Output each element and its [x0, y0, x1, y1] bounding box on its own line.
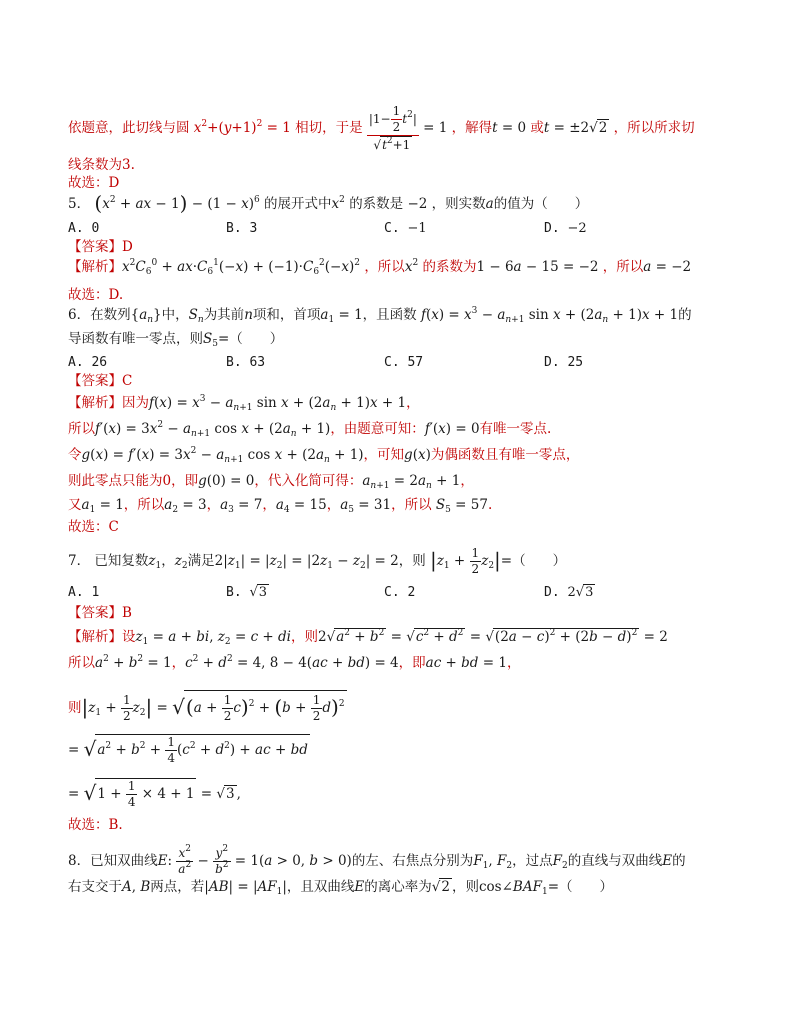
q5-analysis-label: 【解析】	[68, 259, 122, 275]
q7-option-b: B. √3	[226, 585, 268, 600]
q6-choice: 故选：C	[68, 519, 119, 535]
q7-analysis-line-3: 则$|z_1$ + $\frac{1}{2}$ $z_2| = √(a$ + $\frac{1}{2}$ c)$^2$ + (b + $\frac{1}{2}$ d)$^2$	[68, 690, 347, 724]
q6-analysis-line-4: 则此零点只能为0，即g(0) = 0，代入化简可得：$a_{n+1} = 2a_n + 1$，	[68, 473, 474, 491]
q7-analysis-line-4: = $√a^2 + b^2$ + $\frac{1}{4}$ $(c^2 + d^2)$ + ac + bd	[68, 735, 308, 765]
q6-option-d: D. 25	[544, 355, 584, 370]
intro-fraction: |1− $\frac{1}{2}$ $t^2|$ $√t^2+1$	[368, 104, 417, 152]
q7-analysis-line-2: 所以$a^2 + b^2 = 1$，$c^2 + d^2 = 4$, 8 − 4(ac + bd) = 4，即ac + bd = 1，	[68, 654, 521, 671]
q5-analysis-b: 的系数为	[422, 259, 477, 275]
q8-stem-line-1: 8．已知双曲线E: $\frac{x^2}{a^2}$ − $\frac{y^2}{b^2}$ = 1(a > 0, b > 0)的左、右焦点分别为$F_1$, $F_2$，过点$F_2$的直线与双曲线E的	[68, 844, 686, 876]
q7-analysis-line-1: 【解析】设$z_1 = a$ + bi, $z_2 = c$ + di，则$2√a^2 + b^2 = √c^2 + d^2 = √(2a - c)^2 + (2b - d)^2 = 2$	[68, 628, 668, 647]
q5-choice: 故选：D.	[68, 287, 124, 303]
intro-text-a: 依题意，此切线与圆	[68, 120, 190, 136]
intro-text-c: ，解得	[451, 120, 493, 136]
q8-stem-line-2: 右支交于A, B两点，若$|AB| = |AF_1|$，且双曲线E的离心率为√2 ，则$\cos\angle BAF_1=$（ ）	[68, 879, 614, 897]
q6-analysis-line-2: 所以$f'(x) = 3x^2 - a_{n+1}$ $\cos x + (2a_n + 1)$，由题意可知：f′(x) = 0有唯一零点.	[68, 420, 552, 439]
q5-stem: 5． ($x^2$ + ax − $1) - (1 - x)^6$ 的展开式中$x^2$ 的系数是 −2 ，则实数a的值为（ ）	[68, 191, 589, 215]
q6-answer: 【答案】C	[68, 373, 133, 389]
q5-analysis: 【解析】$x^2C_6^0 + ax\cdot C_6^1(-x) + (-1)\cdot C_6^2(-x)^2$ ，所以$x^2$ 的系数为1 − 6a − 15 = −2 ，所以a = −2	[68, 258, 692, 277]
q6-option-b: B. 63	[226, 355, 266, 370]
q7-stem: 7． 已知复数$z_1$，$z_2$满足$2|z_1| = |z_2| = |2z_1 - z_2| = 2$，则 $|z_1$ + $\frac{1}{2}$ $z_2|=$（ ）	[68, 546, 567, 576]
q6-option-a: A. 26	[68, 355, 108, 370]
q5-text-d: 的值为（ ）	[493, 196, 589, 212]
q5-number: 5．	[68, 196, 91, 212]
q7-option-a: A. 1	[68, 585, 100, 600]
intro-text-d: 或	[530, 120, 544, 136]
q7-option-d: D. 2√3	[544, 585, 594, 600]
q5-analysis-a: ，所以	[364, 259, 405, 275]
q5-text-a: 的展开式中	[264, 196, 332, 212]
q5-option-a: A. 0	[68, 221, 100, 236]
q7-answer: 【答案】B	[68, 605, 132, 621]
q6-option-c: C. 57	[384, 355, 424, 370]
q5-analysis-c: ，所以	[602, 259, 644, 275]
intro-line-2: 线条数为3.	[68, 157, 135, 173]
q7-option-c: C. 2	[384, 585, 416, 600]
q6-analysis-line-1: 【解析】因为$f(x) = x^3 - a_{n+1}$ $\sin x + (2a_n + 1)x + 1$，	[68, 394, 420, 413]
q5-text-c: ，则实数	[431, 196, 486, 212]
intro-line-1: 依题意，此切线与圆 $x^2+(y+1)^2 = 1$ 相切，于是 |1− $\frac{1}{2}$ $t^2|$ $√t^2+1$ = 1 ，解得t = 0 或t = ±2√2 ，所以所求切	[68, 104, 695, 152]
q5-option-c: C. −1	[384, 221, 427, 236]
q5-option-d: D. −2	[544, 221, 587, 236]
q6-analysis-line-5: 又$a_1 = 1$，所以$a_2 = 3$，$a_3 = 7$，$a_4 = 15$，$a_5 = 31$，所以 $S_5 = 57$.	[68, 497, 493, 515]
q6-stem-line-1: 6．在数列$\{a_n\}$中，$S_n$为其前n项和，首项$a_1 = 1$，且函数 $f(x) = x^3 - a_{n+1}$ $\sin x + (2a_n + 1)x + 1$的	[68, 306, 692, 325]
q7-analysis-line-5: = √1 + $\frac{1}{4}$ × 4 + 1 = √3 ,	[68, 779, 241, 809]
q7-choice: 故选：B.	[68, 817, 123, 833]
q6-stem-line-2: 导函数有唯一零点，则$S_5=$（ ）	[68, 331, 284, 349]
intro-choice: 故选：D	[68, 175, 120, 191]
q5-answer: 【答案】D	[68, 239, 133, 255]
intro-text-e: ，所以所求切	[613, 120, 695, 136]
q5-option-b: B. 3	[226, 221, 258, 236]
q5-text-b: 的系数是	[349, 196, 404, 212]
q6-analysis-line-3: 令$g(x) = f'(x) = 3x^2 - a_{n+1}$ $\cos x + (2a_n + 1)$，可知g(x)为偶函数且有唯一零点，	[68, 446, 580, 465]
intro-text-b: 相切，于是	[295, 120, 363, 136]
